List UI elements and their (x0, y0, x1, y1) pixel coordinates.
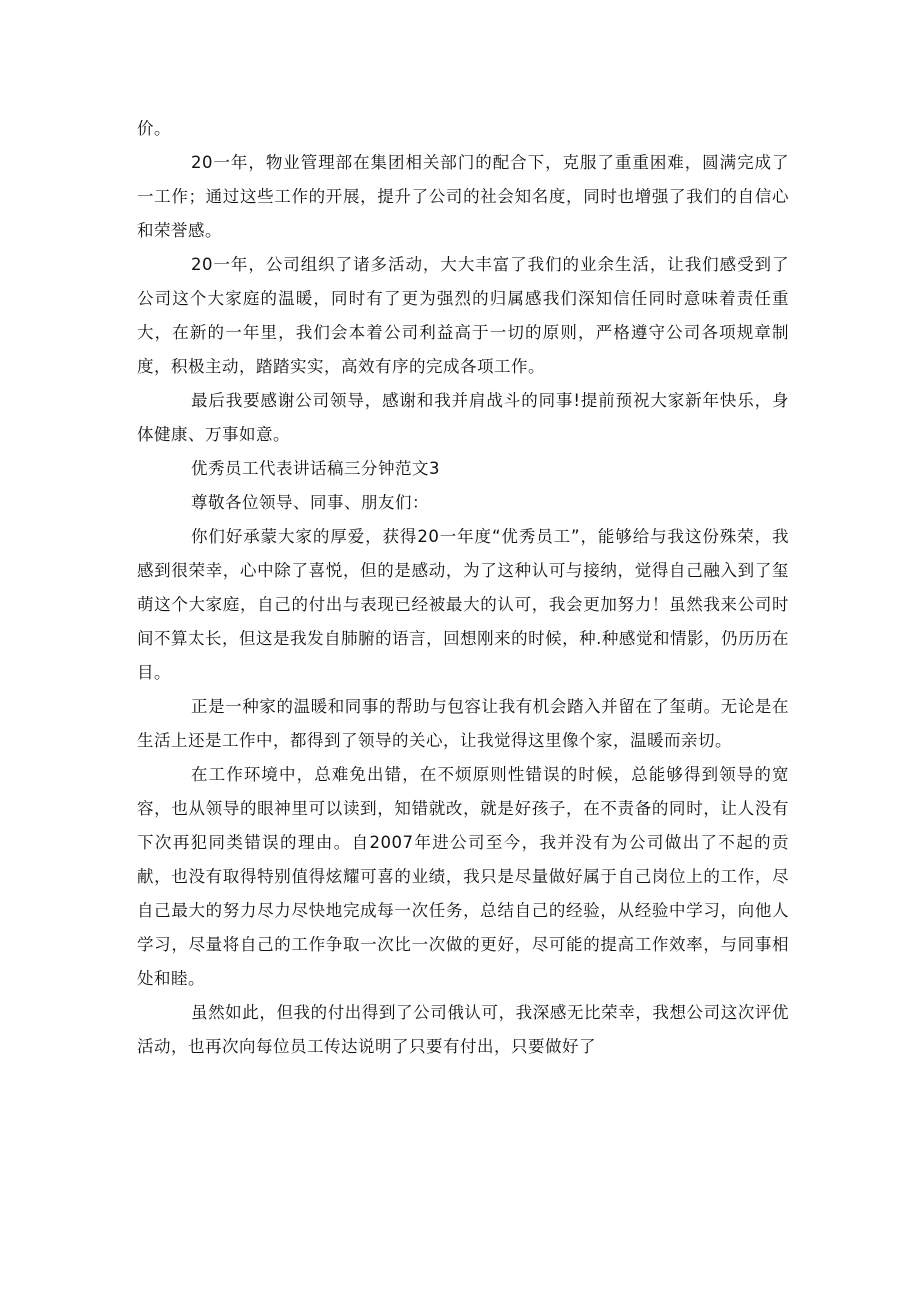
section-heading: 优秀员工代表讲话稿三分钟范文3 (191, 459, 440, 478)
paragraph-property-department: 20一年，物业管理部在集团相关部门的配合下，克服了重重困难，圆满完成了一工作；通过这些工作的开展，提升了公司的社会知名度，同时也增强了我们的自信心和荣誉感。 (137, 153, 789, 240)
document-body (137, 112, 789, 1064)
salutation: 尊敬各位领导、同事、朋友们： (191, 493, 429, 512)
paragraph-work-environment: 在工作环境中，总难免出错，在不烦原则性错误的时候，总能够得到领导的宽容，也从领导的眼神里可以读到，知错就改，就是好孩子，在不责备的同时，让人没有下次再犯同类错误的理由。自2007年进公司至今，我并没有为公司做出了不起的贡献，也没有取得特别值得炫耀可喜的业绩，我只是尽量做好属于自己岗位上的工作，尽自己最大的努力尽力尽快地完成每一次任务，总结自己的经验，从经验中学习，向他人学习，尽量将自己的工作争取一次比一次做的更好，尽可能的提高工作效率，与同事相处和睦。 (137, 765, 789, 988)
paragraph-company-activities: 20一年，公司组织了诸多活动，大大丰富了我们的业余生活，让我们感受到了公司这个大家庭的温暖，同时有了更为强烈的归属感我们深知信任同时意味着责任重大，在新的一年里，我们会本着公司利益高于一切的原则，严格遵守公司各项规章制度，积极主动，踏踏实实，高效有序的完成各项工作。 (137, 255, 789, 376)
paragraph-continuation: 价。 (137, 119, 171, 138)
paragraph-recognition: 虽然如此，但我的付出得到了公司俄认可，我深感无比荣幸，我想公司这次评优活动，也再次向每位员工传达说明了只要有付出，只要做好了 (137, 1003, 789, 1056)
paragraph-greeting: 你们好承蒙大家的厚爱，获得20一年度“优秀员工”，能够给与我这份殊荣，我感到很荣幸，心中除了喜悦，但的是感动，为了这种认可与接纳，觉得自己融入到了玺萌这个大家庭，自己的付出与表现已经被最大的认可，我会更加努力！虽然我来公司时间不算太长，但这是我发自肺腑的语言，回想刚来的时候，种.种感觉和情影，仍历历在目。 (137, 527, 789, 682)
paragraph-thanks: 最后我要感谢公司领导，感谢和我并肩战斗的同事!提前预祝大家新年快乐，身体健康、万事如意。 (137, 391, 789, 444)
paragraph-family-warmth: 正是一种家的温暖和同事的帮助与包容让我有机会踏入并留在了玺萌。无论是在生活上还是工作中，都得到了领导的关心，让我觉得这里像个家，温暖而亲切。 (137, 697, 789, 750)
